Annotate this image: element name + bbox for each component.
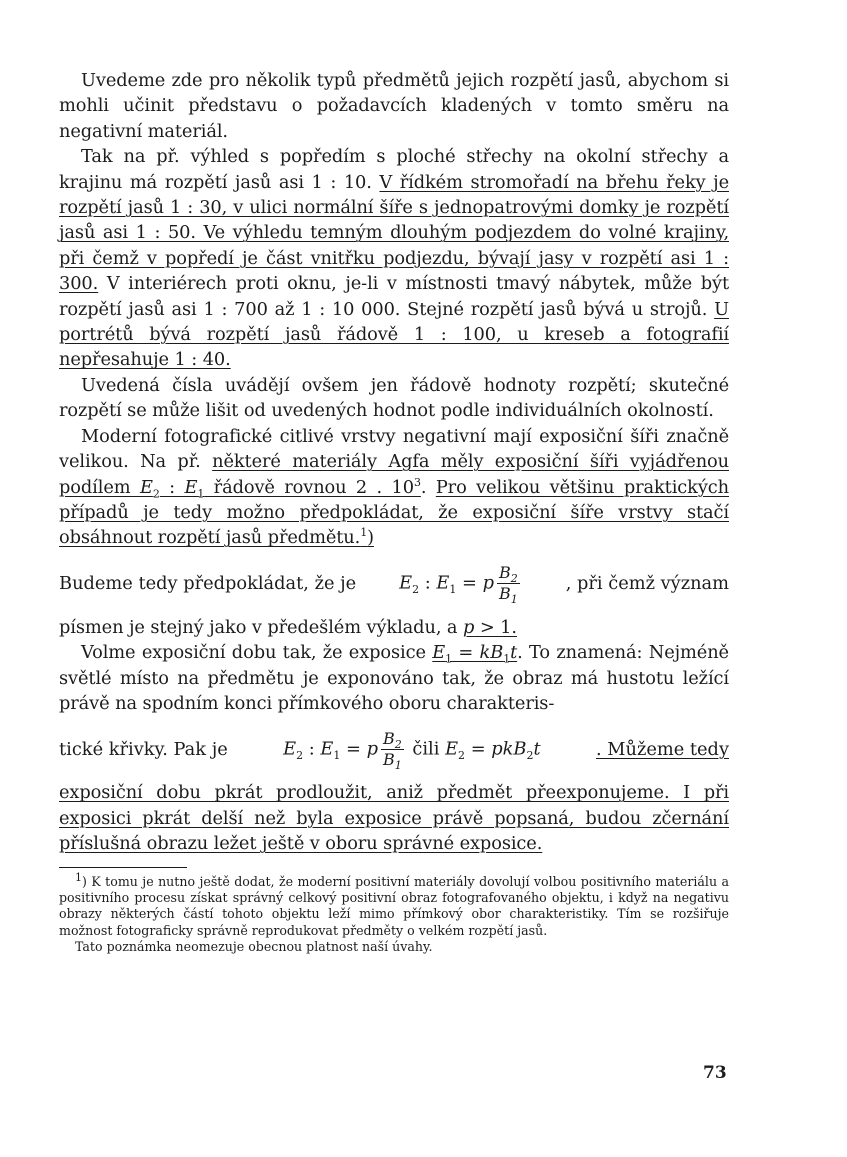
math-symbol: t: [510, 642, 518, 664]
fraction-numerator: $B_2$: [382, 728, 402, 752]
text-run: , při čemž význam: [565, 573, 729, 595]
equation: [283, 728, 541, 773]
math-symbol: t: [533, 738, 541, 760]
fraction: [497, 563, 520, 607]
text-run: Tak na př. výhled s popředím s ploché střechy na okolní střechy a krajinu má rozpětí jasů asi 1 : 10.: [59, 146, 729, 193]
footnote-text: ) K tomu je nutno ještě dodat, že moderní positivní materiály dovolují volbou positivního materiálu a positivního procesu získat správný celkový positivní obraz fotografovaného objektu, i když na negativu obrazy některých částí tohoto objektu leží mimo přímkový obor charakteristiky. Tím se rozšiřuje možnost fotograficky správně reprodukovat předměty o velkém rozpětí jasů.: [59, 873, 729, 938]
math-symbol: pkB: [491, 738, 527, 760]
math-operator: =: [456, 572, 483, 594]
paragraph-intro: Uvedeme zde pro několik typů předmětů jejich rozpětí jasů, abychom si mohli učinit představu o požadavcích kladených v tomto směru na negativní materiál.: [59, 70, 729, 142]
footnote-divider: [59, 867, 187, 868]
fraction-denominator: $B_1$: [382, 749, 402, 773]
text-run: > 1.: [474, 616, 517, 638]
math-subscript: 1: [449, 583, 457, 597]
text-run: Pro velikou většinu praktických případů je tedy možno předpokládat, že exposiční šíře vrstvy stačí obsáhnout rozpětí jasů předmětu.: [59, 476, 729, 549]
math-symbol: p: [482, 572, 494, 594]
text-run: některé materiály Agfa měly exposiční šíři vyjádřenou podílem: [59, 451, 730, 498]
fraction-numerator: $B_2$: [499, 563, 518, 586]
page-body: [59, 68, 729, 956]
text-run: Moderní fotografické citlivé vrstvy negativní mají exposiční šíři značně velikou. Na př.: [59, 425, 729, 473]
math-subscript: 1: [503, 652, 511, 666]
math-subscript: 1: [333, 748, 341, 762]
footnote-1-continued: Tato poznámka neomezuje obecnou platnost naší úvahy.: [75, 939, 433, 955]
math-subscript: 2: [152, 487, 160, 501]
math-operator: =: [340, 738, 367, 760]
page-number: 73: [703, 1063, 727, 1083]
paragraph-conclusion: exposiční dobu pkrát prodloužit, aniž předmět přeexponujeme. I při exposici pkrát delší než byla exposice právě popsaná, budou zčernání příslušná obrazu ležet ještě v oboru správné exposice.: [59, 782, 729, 855]
text-run: V interiérech proti oknu, je-li v místnosti tmavý nábytek, může být rozpětí jasů asi 1 : 700 až 1 : 10 000. Stejné rozpětí jasů bývá u strojů.: [59, 273, 729, 320]
underlined-text: [463, 617, 517, 638]
text-run: písmen je stejný jako v předešlém výkladu, a: [59, 616, 463, 638]
paragraph-exposure-latitude: [59, 424, 729, 551]
paragraph-exposure-time: [59, 640, 729, 716]
underlined-text: V řídkém stromořadí na břehu řeky je rozpětí jasů 1 : 30, v ulici normální šíře s jednopatrovými domky je rozpětí jasů asi 1 : 50. Ve výhledu temným dlouhým podjezdem do volné krajiny, při čemž v popředí je část vnitřku podjezdu, bývají jasy v rozpětí asi 1 : 300.: [59, 171, 729, 295]
paragraph-note: Uvedená čísla uvádějí ovšem jen řádově hodnoty rozpětí; skutečné rozpětí se může lišit od uvedených hodnot podle individuálních okolností.: [59, 374, 729, 422]
math-subscript: 2: [458, 748, 466, 762]
math-subscript: 2: [526, 748, 534, 762]
underlined-text: . Můžeme tedy: [596, 738, 729, 760]
math-subscript: 1: [445, 652, 453, 666]
math-operator: :: [419, 572, 437, 594]
text-run: tické křivky. Pak je: [59, 738, 228, 760]
text-run: ): [367, 527, 374, 549]
text-run: Volme exposiční dobu tak, že exposice: [81, 642, 433, 664]
paragraph-continued: [59, 615, 729, 640]
math-symbol: p: [366, 738, 378, 760]
underlined-text: [432, 642, 518, 666]
equation-line-1: [59, 553, 729, 615]
text-run: Budeme tedy předpokládat, že je: [59, 573, 357, 595]
fraction: [381, 728, 404, 773]
math-symbol: kB: [479, 642, 504, 664]
math-symbol: E: [399, 572, 413, 594]
underlined-text: U portrétů bývá rozpětí jasů řádově 1 : 100, u kreseb a fotografií nepřesahuje 1 : 40.: [59, 298, 729, 371]
text-run: čili: [406, 738, 446, 760]
math-symbol: p: [462, 616, 475, 638]
math-operator: =: [452, 642, 480, 664]
math-symbol: E: [320, 738, 334, 760]
math-subscript: 2: [296, 748, 304, 762]
math-operator: =: [465, 738, 492, 760]
math-subscript: 1: [197, 487, 205, 501]
footnote-mark: 1: [75, 870, 82, 884]
text-run: . To znamená: Nejméně světlé místo na předmětu je exponováno tak, že obraz má hustotu ležící právě na spodním konci přímkového oboru charakteris-: [59, 642, 729, 714]
math-symbol: E: [283, 738, 297, 760]
math-symbol: E: [184, 476, 198, 498]
math-symbol: E: [139, 476, 153, 498]
text-run: .: [420, 476, 436, 498]
math-subscript: 2: [412, 583, 420, 597]
math-symbol: E: [436, 572, 450, 594]
footnote-reference[interactable]: 1: [360, 526, 368, 540]
paragraph-examples: [59, 144, 729, 373]
math-operator: :: [303, 738, 321, 760]
math-symbol: E: [432, 642, 446, 664]
equation: [399, 563, 523, 607]
equation-line-2: [59, 718, 729, 780]
fraction-denominator: $B_1$: [499, 584, 518, 607]
math-symbol: E: [445, 738, 459, 760]
footnote-1: [59, 870, 729, 940]
text-run: řádově rovnou 2 . 10: [204, 476, 414, 498]
math-operator: :: [159, 476, 185, 498]
math-superscript: 3: [413, 475, 421, 489]
